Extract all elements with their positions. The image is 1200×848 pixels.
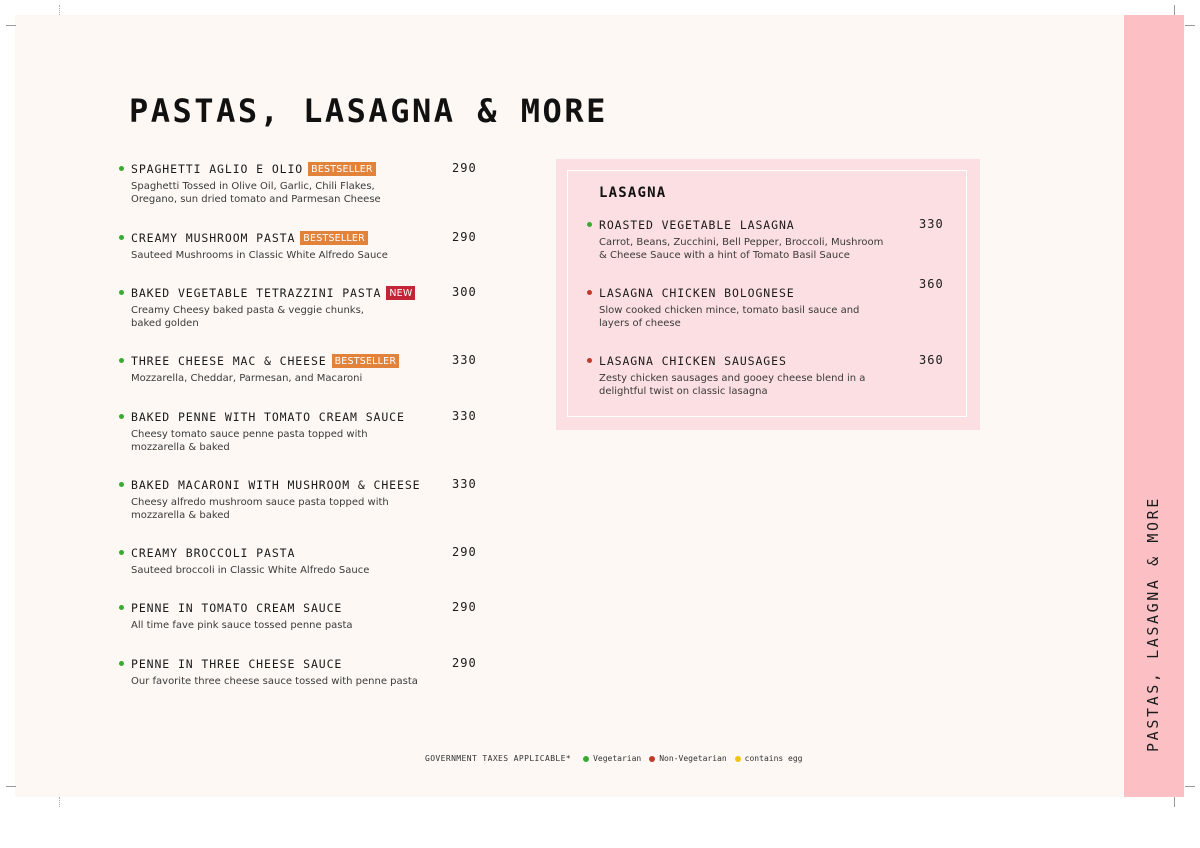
item-description [599,304,1079,330]
crop-mark [1174,5,1175,15]
item-price: 360 [919,277,944,291]
nonveg-dot-icon [649,756,655,762]
item-name: THREE CHEESE MAC & CHEESE [131,354,327,368]
nonveg-dot-icon [587,290,592,295]
description-line: baked golden [131,318,199,329]
lasagna-title: LASAGNA [599,185,667,201]
legend-veg [583,754,641,763]
crop-mark [1185,25,1195,26]
veg-dot-icon [119,358,124,363]
item-description [131,428,611,454]
veg-dot-icon [119,290,124,295]
item-description [599,236,1079,262]
item-description [131,675,611,688]
description-line: Creamy Cheesy baked pasta & veggie chunks, [131,305,364,316]
item-price: 290 [452,656,477,670]
veg-dot-icon [119,235,124,240]
egg-dot-icon [735,756,741,762]
menu-item [599,217,1079,262]
description-line: Oregano, sun dried tomato and Parmesan Cheese [131,194,381,205]
crop-mark [1185,786,1195,787]
menu-item [131,545,611,577]
item-description [131,564,611,577]
veg-dot-icon [583,756,589,762]
description-line: Cheesy tomato sauce penne pasta topped with [131,429,368,440]
menu-item [131,477,611,522]
description-line: mozzarella & baked [131,442,230,453]
description-line: Spaghetti Tossed in Olive Oil, Garlic, Chili Flakes, [131,181,375,192]
menu-item [131,409,611,454]
item-name: BAKED VEGETABLE TETRAZZINI PASTA [131,286,382,300]
description-line: Sauteed Mushrooms in Classic White Alfredo Sauce [131,250,388,261]
description-line: Carrot, Beans, Zucchini, Bell Pepper, Broccoli, Mushroom [599,237,884,248]
side-title: PASTAS, LASAGNA & MORE [1144,496,1162,752]
item-price: 300 [452,285,477,299]
item-name: CREAMY BROCCOLI PASTA [131,546,296,560]
bestseller-badge: BESTSELLER [300,231,368,245]
legend-label: Vegetarian [593,754,642,763]
veg-dot-icon [119,414,124,419]
item-name-row [131,656,611,672]
item-description [599,372,1079,398]
item-price: 330 [452,353,477,367]
crop-mark [1174,797,1175,807]
item-name-row [131,161,611,177]
description-line: layers of cheese [599,318,681,329]
page-title: PASTAS, LASAGNA & MORE [129,92,608,130]
legend-label: contains egg [744,754,803,763]
item-name-row [599,353,1079,369]
veg-dot-icon [119,661,124,666]
item-name-row [131,353,611,369]
item-name-row [599,285,1079,301]
item-name: SPAGHETTI AGLIO E OLIO [131,162,304,176]
tax-note: GOVERNMENT TAXES APPLICABLE* [425,754,572,763]
item-name: ROASTED VEGETABLE LASAGNA [599,218,795,232]
description-line: Our favorite three cheese sauce tossed with penne pasta [131,676,418,687]
crop-mark [6,786,16,787]
menu-item [599,353,1079,398]
crop-mark [6,25,16,26]
nonveg-dot-icon [587,358,592,363]
item-name: LASAGNA CHICKEN SAUSAGES [599,354,787,368]
item-name: PENNE IN THREE CHEESE SAUCE [131,657,343,671]
item-name: LASAGNA CHICKEN BOLOGNESE [599,286,795,300]
legend-label: Non-Vegetarian [659,754,727,763]
description-line: delightful twist on classic lasagna [599,386,768,397]
item-price: 360 [919,353,944,367]
veg-dot-icon [119,166,124,171]
crop-mark [59,5,60,15]
item-name: BAKED PENNE WITH TOMATO CREAM SAUCE [131,410,405,424]
item-price: 330 [919,217,944,231]
item-name-row [131,409,611,425]
item-name: CREAMY MUSHROOM PASTA [131,231,296,245]
item-description [131,372,611,385]
item-name-row [131,285,611,301]
item-name-row [131,230,611,246]
item-price: 330 [452,477,477,491]
crop-mark [59,797,60,807]
item-name-row [599,217,1079,233]
item-name: PENNE IN TOMATO CREAM SAUCE [131,601,343,615]
item-name-row [131,545,611,561]
item-description [131,619,611,632]
item-description [131,180,611,206]
item-price: 290 [452,545,477,559]
menu-item [131,161,611,206]
description-line: mozzarella & baked [131,510,230,521]
veg-dot-icon [119,482,124,487]
item-price: 330 [452,409,477,423]
bestseller-badge: BESTSELLER [332,354,400,368]
description-line: & Cheese Sauce with a hint of Tomato Basil Sauce [599,250,850,261]
legend-nonveg [649,754,726,763]
menu-item [131,285,611,330]
description-line: Zesty chicken sausages and gooey cheese blend in a [599,373,866,384]
veg-dot-icon [119,550,124,555]
item-price: 290 [452,161,477,175]
legend-egg [735,754,803,763]
new-badge: NEW [386,286,415,300]
veg-dot-icon [119,605,124,610]
description-line: All time fave pink sauce tossed penne pasta [131,620,353,631]
item-description [131,249,611,262]
menu-item [131,656,611,688]
veg-dot-icon [587,222,592,227]
description-line: Mozzarella, Cheddar, Parmesan, and Macaroni [131,373,363,384]
item-price: 290 [452,230,477,244]
menu-item [131,353,611,385]
item-description [131,304,611,330]
item-description [131,496,611,522]
footer-legend [425,754,810,763]
item-name: BAKED MACARONI WITH MUSHROOM & CHEESE [131,478,421,492]
menu-item [131,600,611,632]
description-line: Sauteed broccoli in Classic White Alfredo Sauce [131,565,370,576]
item-name-row [131,477,611,493]
item-name-row [131,600,611,616]
description-line: Slow cooked chicken mince, tomato basil sauce and [599,305,860,316]
menu-item [131,230,611,262]
description-line: Cheesy alfredo mushroom sauce pasta topped with [131,497,389,508]
menu-item [599,277,1079,330]
bestseller-badge: BESTSELLER [308,162,376,176]
item-price: 290 [452,600,477,614]
